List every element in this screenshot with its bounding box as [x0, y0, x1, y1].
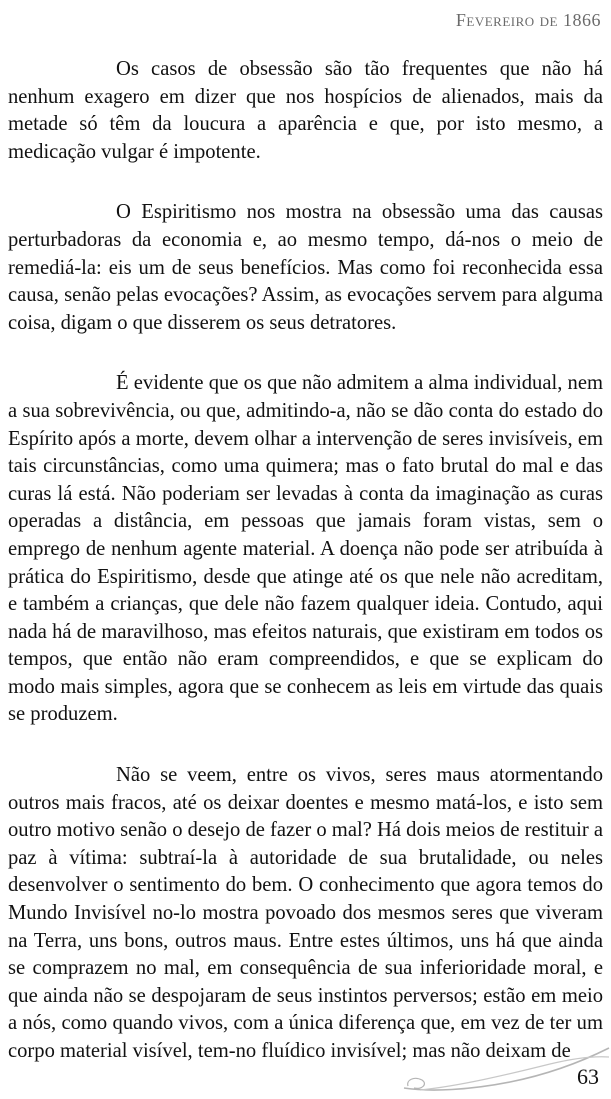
paragraph-3: É evidente que os que não admitem a alma individual, nem a sua sobrevivência, ou que, admitindo-a, não se dão conta do estado do Espírito após a morte, devem olhar a intervenção de seres invisíveis, em tais circunstâncias, como uma quimera; mas o fato brutal do mal e das curas lá está. Não poderiam ser levadas à conta da imaginação as curas operadas a distância, em pessoas que jamais foram vistas, sem o emprego de nenhum agente material. A doença não pode ser atribuída à prática do Espiritismo, desde que atinge até os que nele não acreditam, e também a crianças, que dele não fazem qualquer ideia. Contudo, aqui nada há de maravilhoso, mas efeitos naturais, que existiram em todos os tempos, que então não eram compreendidos, e que se explicam do modo mais simples, agora que se conhecem as leis em virtude das quais se produzem. [8, 372, 603, 726]
page-body [8, 56, 603, 1099]
page-number: 63 [577, 1064, 599, 1089]
paragraph-2: O Espiritismo nos mostra na obsessão uma das causas perturbadoras da economia e, ao mesmo tempo, dá-nos o meio de remediá-la: eis um de seus benefícios. Mas como foi reconhecida essa causa, senão pelas evocações? Assim, as evocações servem para alguma coisa, digam o que disserem os seus detratores. [8, 201, 603, 334]
running-header: Fevereiro de 1866 [455, 10, 601, 30]
paragraph-4: Não se veem, entre os vivos, seres maus atormentando outros mais fracos, até os deixar doentes e mesmo matá-los, e isto sem outro motivo senão o desejo de fazer o mal? Há dois meios de restituir a paz à vítima: subtraí-la à autoridade de sua brutalidade, ou neles desenvolver o sentimento do bem. O conhecimento que agora temos do Mundo Invisível no-lo mostra povoado dos mesmos seres que viveram na Terra, uns bons, outros maus. Entre estes últimos, uns há que ainda se comprazem no mal, em consequência de sua inferioridade moral, e que ainda não se despojaram de seus instintos perversos; estão em meio a nós, como quando vivos, com a única diferença que, em vez de ter um corpo material visível, tem-no fluídico invisível; mas não deixam de [8, 764, 603, 1062]
paragraph-1: Os casos de obsessão são tão frequentes que não há nenhum exagero em dizer que nos hospícios de alienados, mais da metade só têm da loucura a aparência e que, por isto mesmo, a medicação vulgar é impotente. [8, 58, 603, 163]
